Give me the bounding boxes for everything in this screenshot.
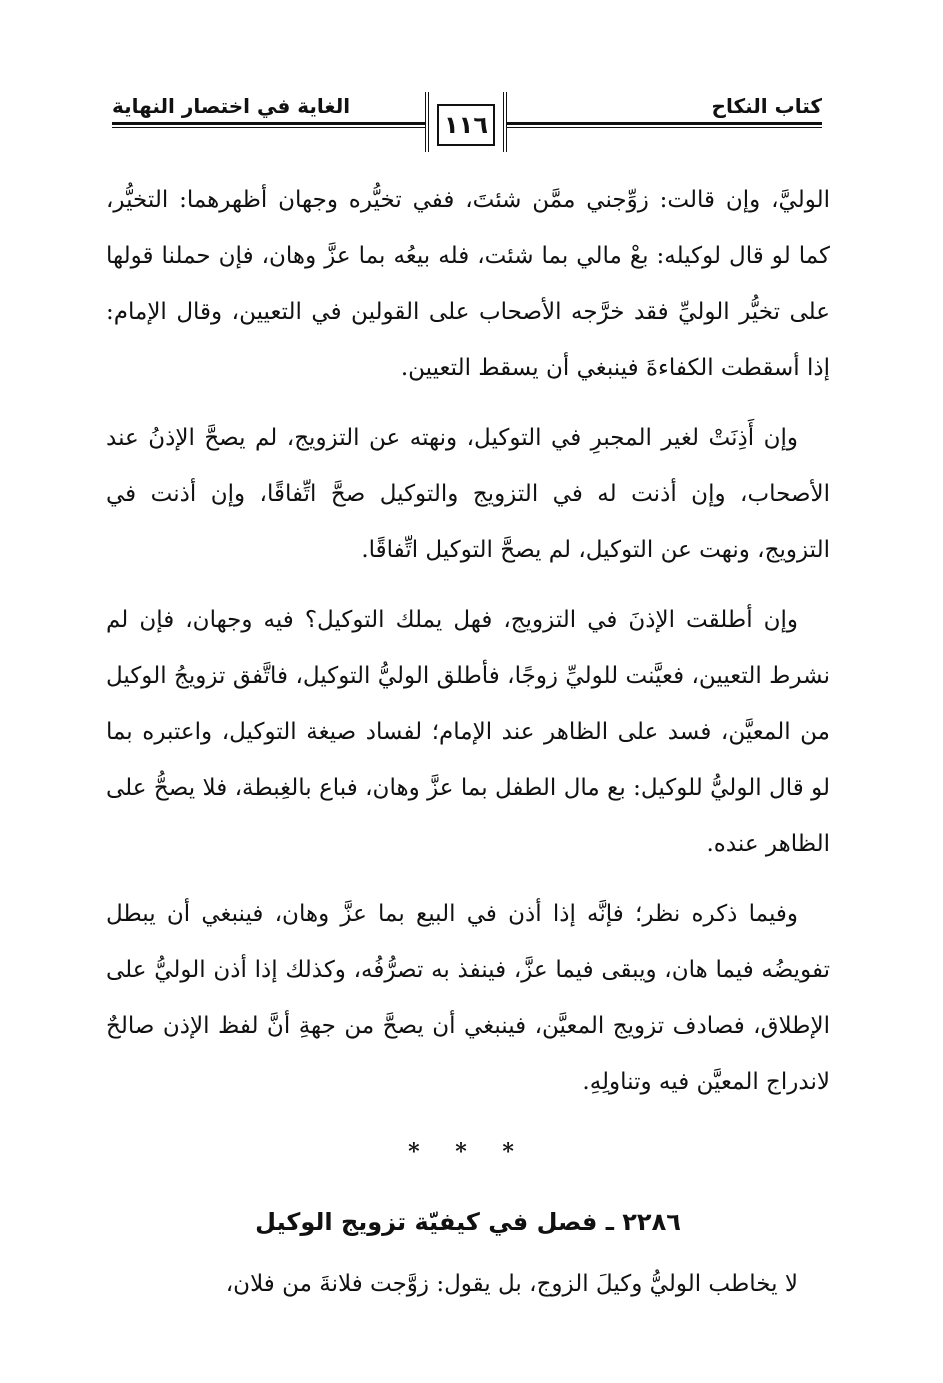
- book-title: الغاية في اختصار النهاية: [112, 94, 351, 118]
- section-heading: ٢٢٨٦ ـ فصل في كيفيّة تزويج الوكيل: [255, 1208, 681, 1236]
- paragraph-1: الوليَّ، وإن قالت: زوِّجني ممَّن شئتَ، ففي تخيُّره وجهان أظهرهما: التخيُّر، كما لو قال لوكيله: بعْ مالي بما شئت، فله بيعُه بما عزَّ وهان، فإن حملنا قولها على تخيُّر الوليِّ فقد خرَّجه الأصحاب على القولين في التعيين، وقال الإمام: إذا أسقطت الكفاءةَ فينبغي أن يسقط التعيين.: [106, 187, 830, 381]
- page-header: [112, 88, 822, 158]
- book-section-title: كتاب النكاح: [711, 94, 822, 118]
- page-content: [106, 172, 830, 1326]
- paragraph-5: لا يخاطب الوليُّ وكيلَ الزوج، بل يقول: زوَّجت فلانةَ من فلان،: [225, 1271, 798, 1297]
- page-number-box: [425, 92, 507, 152]
- section-divider: * * *: [408, 1139, 528, 1165]
- page-number: ١١٦: [437, 104, 495, 146]
- paragraph-2: وإن أَذِنَتْ لغير المجبرِ في التوكيل، ونهته عن التزويج، لم يصحَّ الإذنُ عند الأصحاب، وإن أذنت له في التزويج والتوكيل صحَّ اتِّفاقًا، وإن أذنت في التزويج، ونهت عن التوكيل، لم يصحَّ التوكيل اتِّفاقًا.: [106, 425, 830, 563]
- paragraph-4: وفيما ذكره نظر؛ فإنَّه إذا أذن في البيع بما عزَّ وهان، فينبغي أن يبطل تفويضُه فيما هان، ويبقى فيما عزَّ، فينفذ به تصرُّفُه، وكذلك إذا أذن الوليُّ على الإطلاق، فصادف تزويج المعيَّن، فينبغي أن يصحَّ من جهةِ أنَّ لفظ الإذن صالحٌ لاندراج المعيَّن فيه وتناولِهِ.: [106, 901, 830, 1095]
- paragraph-3: وإن أطلقت الإذنَ في التزويج، فهل يملك التوكيل؟ فيه وجهان، فإن لم نشرط التعيين، فعيَّنت للوليِّ زوجًا، فأطلق الوليُّ التوكيل، فاتَّفق تزويجُ الوكيل من المعيَّن، فسد على الظاهر عند الإمام؛ لفساد صيغة التوكيل، واعتبره بما لو قال الوليُّ للوكيل: بع مال الطفل بما عزَّ وهان، فباع بالغِبطة، فلا يصحُّ على الظاهر عنده.: [106, 607, 830, 857]
